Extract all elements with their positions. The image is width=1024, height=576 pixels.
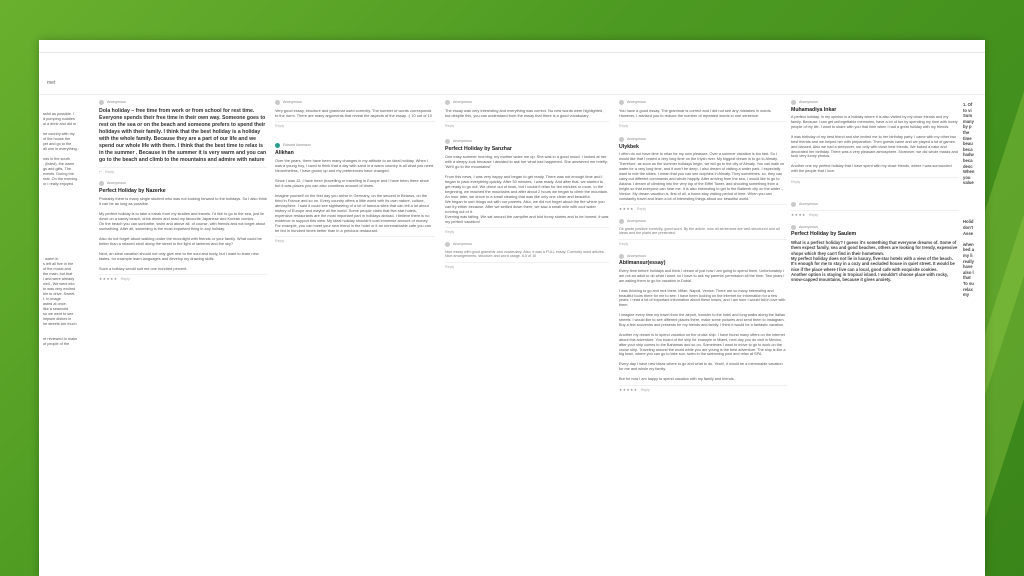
rating-stars[interactable]: ★★★★★ [619, 387, 638, 392]
rating-stars[interactable]: ★★★★ [619, 207, 634, 212]
essay-title: Abilmansur(essay) [619, 260, 666, 267]
review-card [619, 254, 787, 394]
card-footer [619, 121, 787, 130]
review-card [99, 181, 267, 283]
reply-link[interactable]: Reply [275, 123, 285, 128]
column-4 [619, 100, 787, 399]
essay-text: I often do not have time to relax for my own pleasure. Over a summer vacation is too fast. So I would like that I rested a very long time on the Irtysh river. My biggest dream is to go to Almaty. Therefore, as soon as the summer holidays begin, we will go to the city of Almaty. You can walk on water for a very long time, and it won't be deep. I also dream of visiting a water park. I especially want to ride the slides. I mean that you can see dolphins in Almaty. They sometimes. so, they can carry out different commands and whole happily. After arriving from the sea, I would like to go to Astana. I dream of climbing into the very top of the Eiffel Tower, and shouting something from a height so that everyone can hear me. It is also interesting to get to the Baiterek city on the water – Venice. My dream vacation is, first of all, a home-stay visiting period of time. When you can constantly travel and learn a lot of interesting things about our beautiful world. [619, 152, 785, 201]
avatar [791, 202, 796, 207]
author-name: Anonymous [627, 137, 646, 142]
author-name: Anonymous [453, 100, 472, 104]
essay-title: Muhamadiya Inkar [791, 106, 837, 113]
card-footer [275, 236, 435, 245]
reply-link[interactable]: Reply [105, 169, 115, 174]
reply-link[interactable]: Reply [619, 242, 629, 247]
avatar [275, 100, 280, 105]
essay-title: Perfect Holiday by Saulem [791, 231, 857, 238]
author-name: Anonymous [283, 100, 302, 104]
card-footer [445, 227, 609, 236]
essay-text: What is a perfect holiday? I guess it's something that everyone dreams of. Some of them expect family, sea and good beaches, others are looking for trendy, expensive shops which they can't find in their hometown. My perfect holiday does not lie in luxury, five-star hotels with a view of the beach. It's enough for me to stay in a cozy and secluded house in quiet street. It would be nice if the place where I live can a local, good cafe with exquisite cookies. Another option is staying in tropical island. I wouldn't choose place with rocky, snow-capped mountains, because it gives anxiety. [791, 240, 958, 283]
page-label: met [47, 80, 56, 86]
column-5 [791, 100, 959, 288]
review-card [275, 143, 435, 245]
avatar [619, 137, 624, 142]
review-card [619, 219, 787, 248]
author-line [445, 242, 609, 248]
author-line [791, 202, 959, 208]
rating-stars[interactable]: ★★★★ [791, 213, 806, 218]
avatar [791, 100, 796, 105]
essay-text: Every time before holidays and think I dream of just how I am going to spend them. Unfortunately I am not an adult to do what I want, so I have to ask my parents' permission all the time. Two years I am asking them to go for vacation in Dubai. I was thinking to go and rent there, Milan, Napoli, Venice. There are so many interesting and beautiful tours there for me to see. I have been looking on the internet for information for a few years. I read a lot of important information about these towns, and I am sure I would fall in love with them. I imagine every time my travel from the airport, transfer to the hotel and long walks along the Italian streets. I would like to see different places there, make some pictures and send them to Instagram. Buy a few souvenirs and presents for my friends and family. I think it would be a fantastic vacation. Another my dream is to spend vacation on the cruise ship. I have found many offers on the internet about this adventure. You board of the ship for example in Miami, next day you do visit in Mexico, after your ship comes to the Bahamas and so on. Sometimes I want to move to go to work on the cruise ship. Traveling around the world while you are young is the best adventure. The ship is like a big town, where you can go to take sun, swim in the swimming pool and relax at SPA. Every day I have new ideas where to go and what to do. Yeah!, it would be a memorable vacation for me and whole my family. But for now I am happy to spend vacation with my family and friends. [619, 269, 786, 381]
author-line [99, 100, 267, 106]
essay-title: Perfect Holiday by Sanzhar [445, 145, 512, 152]
card-footer [619, 239, 787, 248]
author-line [99, 181, 267, 187]
divider [39, 94, 985, 95]
author-line [445, 100, 609, 106]
comment-text: Ok grade positive correctly, good word. By the article, now all sentences are well-structured and all ideas and the plans are presented. [619, 226, 780, 236]
author-line [791, 225, 959, 231]
comment-text: The essay was very interesting and everything was correct. No new words were highlighted , but despite this, you can understand from the essay that there is a good vocabulary [445, 107, 605, 118]
review-card [275, 100, 435, 129]
reply-link[interactable]: Reply [808, 213, 819, 218]
author-line [445, 139, 609, 145]
review-card [791, 100, 959, 186]
reply-link[interactable]: Reply [445, 123, 455, 128]
author-line [275, 143, 435, 149]
reply-link[interactable]: Reply [120, 277, 130, 282]
essay-text: One easy summer morning, my mother woke me up. She was in a good mood. I looked at her with a sleepy look because I decided to ask her what had happened. She answered me briefly: 'We'll go to the mountains!' From this news, I was very happy and began to get ready. There was not enough time and I began to pack everything quickly. After 30 minutes, I was ready. And after that, we started to get ready to go out. We drove out of town, but I couldn't relax for ten minutes or more. In the beginning, we reached the mountains and after about 2 hours we began to climb the mountain. An hour later, we drove to a small clearing that was like only one clean and beautiful. We began to sort things out with our parents. Also, we did not forget about the fire where you can fry either because. After we settled down there, we saw a small mile with cool water running out of it. Evening was falling. We sat around the campfire and told funny stories and to be honest, it was my perfect vacation! [445, 154, 609, 225]
reply-link[interactable]: Reply [445, 230, 455, 235]
author-line [619, 137, 787, 143]
author-name: Anonymous [107, 181, 126, 186]
avatar [619, 100, 624, 105]
card-footer [99, 274, 267, 283]
card-footer [619, 204, 787, 213]
author-name: Anonymous [627, 253, 646, 258]
author-line [619, 100, 787, 106]
author-name: Anonymous [107, 100, 126, 104]
author-name: Anonymous [799, 201, 818, 206]
reply-icon[interactable]: ↩ [99, 169, 103, 174]
essay-text: A perfect holiday, in my opinion is a holiday where it is also visited by my close friends and my family. Because I can get unforgettable memories, have a lot of fun by spending my time with lovely people of my life. I want to share with you that time when I had a great holiday with my friends. It was birthday of my best friend and she invited me to her birthday party. I came with my other two best friends and we helped her with preparation. Then guests came and we played a lot of games and danced. Also we had a sleepover, our only with close best friends. We baked a cake and decorated her birthday. There was a very pleasant atmosphere. Moreover, we did whole masks and took very funny photos. Another one my perfect holiday that I have spent with my close friends, where I was surrounded with the people that I love. [791, 115, 958, 174]
review-card [791, 202, 959, 219]
essay-text: Over the years, there have been many changes in my attitude to an ideal holiday. When I was a young boy, I used to think that a day with sand in a warm country is all what you need. Nevertheless, I have grown up and my preferences have changed. Since I was 12, I have been (travelling or travelling in Europe and I have been there since but it was places you can also countless amount of times. Imagine yourself on the first day you arrive in Germany, on the second in Belarus, on the third in France and so on. Every country offers a little world with its own nature, culture, atmosphere. I said it could see sightseeing of a lot of famous sites that can tell a lot about history of Europe and maybe all the world. Some people claim that five-star hotels, expensive restaurants are the most important part in holidays abroad. I believe there is no evidence to support this view. My ideal holiday shouldn't cost immense amount of money. For example, you can meet your new friend in the hotel or it an unremarkable cafe you can be fed in hundred times better than in a precious restaurant. [275, 158, 435, 234]
review-card [791, 225, 959, 283]
author-name: Anonymous [453, 139, 472, 144]
column-3 [445, 100, 609, 277]
avatar [99, 100, 104, 105]
author-name: Anonymous [627, 219, 646, 224]
reply-link[interactable]: Reply [640, 387, 650, 392]
card-footer [791, 210, 959, 219]
author-line [619, 219, 787, 225]
avatar [791, 225, 796, 230]
avatar [619, 219, 624, 224]
essay-title: Alikhan [275, 149, 294, 156]
author-line [619, 254, 787, 260]
avatar [99, 181, 104, 186]
avatar [275, 143, 280, 148]
card-footer [619, 385, 787, 394]
column-fragment-right: 1. Of to vi Sum many by p the time beau beca hadw beca desc When you value Holid don't Asse when bed a my li really have also l that To su relax my [963, 102, 975, 298]
comment-text: You have a good essay. The grammar is correct and I did not see any mistakes in words. However, I advised you to reduce the number of repeated words in one sentence. [619, 107, 772, 118]
reply-link[interactable]: Reply [275, 239, 285, 244]
review-card [619, 100, 787, 129]
column-fragment-left: ssful as possible. I d pumping cuddles al a drink and did m he country with my of the house the yet and go to the all one in everything.. nds in the south , (listed), the warm gs and gifts. The events. During the reat. On the evening or I really enjoyed . warm in s left all five in the of the music and the main, but that I and were already well.. We went into to was very excited ble to drive. Sweet. t. In image asted at once. like a seaworld so we went to see impsee dishes in he streets are much re reviewed to make of people of the [43, 112, 79, 346]
author-name: Anonymous [453, 241, 472, 246]
author-name: Anonymous [799, 100, 818, 104]
avatar [445, 242, 450, 247]
column-1 [99, 100, 267, 289]
essay-text: Probably there is many single student who was not looking forward to the holidays. So I also think it can be as long as possible. My perfect holiday is to take a break from my studies and travels. I'd like to go to the sea, just lie down on a sandy beach, drink drinks and read my favourite Japanese and Korean comics. On the beach you can sunbathe, swim and above all, of course, with friends and not forget about sunbathing. After all, swimming is the most important thing in any holiday. Also do not forget about walking under the moonlight with friends or your family. What could be better than a relaxed stroll along the street in the light of lanterns and the sky? Next, an ideal vacation should not only give rest to the soul and body, but I want to learn new tastes, for example learn languages and develop my drawing skills. Such a holiday would suit me one hundred percent. [99, 196, 267, 272]
essay-title: Ulykbek [619, 143, 639, 150]
reply-link[interactable]: Reply [791, 180, 801, 185]
author-line [275, 100, 435, 106]
reply-link[interactable]: Reply [636, 207, 647, 212]
card-footer [445, 262, 609, 271]
author-name: Edward Assessor [283, 143, 311, 148]
column-2 [275, 100, 435, 251]
review-card [445, 139, 609, 236]
review-card [619, 137, 787, 213]
card-footer [791, 177, 959, 186]
avatar [445, 100, 450, 105]
essay-title: Perfect Holiday by Nazerke [99, 187, 166, 194]
divider [39, 52, 985, 53]
comment-text: Very good essay, structure and grammar used correctly. The number of words corresponds to the norm. There are many arguments that reveal the aspects of the essay. :) 10 out of 10 [275, 107, 432, 118]
author-name: Anonymous [799, 224, 818, 229]
avatar [619, 254, 624, 259]
author-name: Anonymous [627, 100, 646, 104]
screenshot-slide [39, 40, 985, 576]
rating-stars[interactable]: ★★★★★ [99, 277, 118, 282]
comment-text: Nice essay with good grammar and vocabulary. Also, it was a FULL essay. Correctly used articles. Nice arrangements, structure and word usage. 8.5 of 10 [445, 249, 605, 259]
card-footer [99, 167, 267, 176]
author-line [791, 100, 959, 106]
reply-link[interactable]: Reply [445, 265, 455, 270]
essay-text: Dola holiday – free time from work or from school for rest time. Everyone spends their free time in their own way. Someone goes to rest on the sea or on the beach and someone prefers to spend their holidays with their family. I think that the best holiday is a holiday with the whole family. Because they are a part of our life and we spend our whole life with them. I think that the best time to relax is in the summer . Because in the summer it is very warm and you can go to the beach and climb to the mountains and admire with nature [99, 107, 267, 163]
reply-link[interactable]: Reply [619, 123, 629, 128]
avatar [445, 139, 450, 144]
review-card [445, 242, 609, 271]
review-card [445, 100, 609, 129]
card-footer [275, 121, 435, 130]
review-card [99, 100, 267, 175]
card-footer [445, 121, 609, 130]
